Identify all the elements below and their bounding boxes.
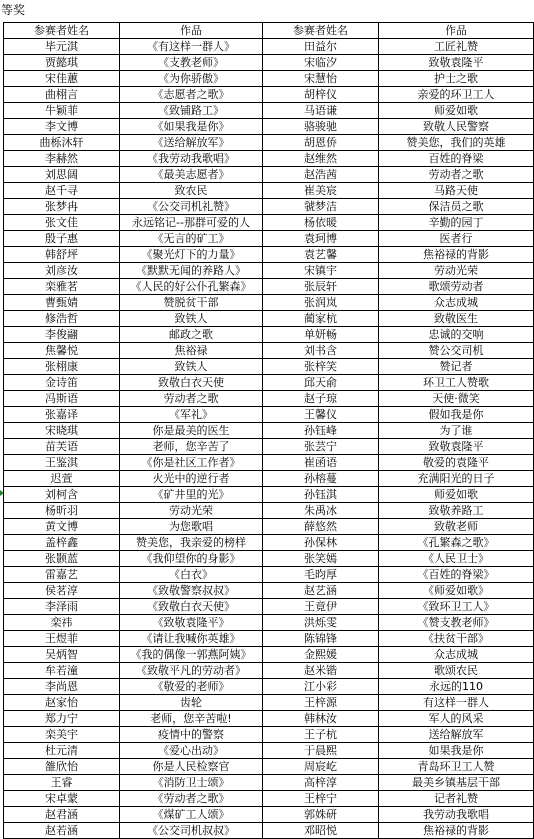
work-title-cell[interactable]: 致农民 <box>120 183 263 199</box>
table-row <box>4 647 534 663</box>
work-title-cell[interactable]: 焦裕禄的背影 <box>379 823 534 839</box>
participant-name-cell[interactable]: 冯斯语 <box>4 391 120 407</box>
table-row <box>4 599 534 615</box>
participant-name-cell[interactable]: 韩林汝 <box>263 711 379 727</box>
participant-name-cell[interactable]: 张梓笑 <box>263 359 379 375</box>
work-title-cell[interactable]: 《支教老师》 <box>120 55 263 71</box>
table-row <box>4 71 534 87</box>
participant-name-cell[interactable]: 虢梦洁 <box>263 199 379 215</box>
work-title-cell[interactable]: 劳动者之歌 <box>379 167 534 183</box>
participant-name-cell[interactable]: 李俊翮 <box>4 327 120 343</box>
work-title-cell[interactable]: 你是人民检察官 <box>120 759 263 775</box>
participant-name-cell[interactable]: 袁艺馨 <box>263 247 379 263</box>
participant-name-cell[interactable]: 宋佳蕙 <box>4 71 120 87</box>
participant-name-cell[interactable]: 袁珂博 <box>263 231 379 247</box>
participant-name-cell[interactable]: 李尚恩 <box>4 679 120 695</box>
work-title-cell[interactable]: 为您歌唱 <box>120 519 263 535</box>
header-row <box>4 23 534 39</box>
participant-name-cell[interactable]: 赵千寻 <box>4 183 120 199</box>
participant-name-cell[interactable]: 单妍畅 <box>263 327 379 343</box>
participant-name-cell[interactable]: 崔美宸 <box>263 183 379 199</box>
table-row <box>4 535 534 551</box>
work-title-cell[interactable]: 《送给解放军》 <box>120 135 263 151</box>
work-title-cell[interactable]: 齿轮 <box>120 695 263 711</box>
work-title-cell[interactable]: 辛勤的园丁 <box>379 215 534 231</box>
participant-name-cell[interactable]: 于晨熙 <box>263 743 379 759</box>
participant-name-cell[interactable]: 李文博 <box>4 119 120 135</box>
participant-name-cell[interactable]: 王竟伊 <box>263 599 379 615</box>
work-title-cell[interactable]: 环卫工人赞歌 <box>379 375 534 391</box>
work-title-cell[interactable]: 《军礼》 <box>120 407 263 423</box>
participant-name-cell[interactable]: 张栩康 <box>4 359 120 375</box>
table-row <box>4 87 534 103</box>
participant-name-cell[interactable]: 刘彦汝 <box>4 263 120 279</box>
participant-name-cell[interactable]: 赵家怡 <box>4 695 120 711</box>
work-title-cell[interactable]: 《最美志愿者》 <box>120 167 263 183</box>
participant-name-cell[interactable]: 曲栎沐轩 <box>4 135 120 151</box>
participant-name-cell[interactable]: 迟萱 <box>4 471 120 487</box>
work-title-cell[interactable]: 保洁员之歌 <box>379 199 534 215</box>
work-title-cell[interactable]: 《致敬警察叔叔》 <box>120 583 263 599</box>
work-title-cell[interactable]: 致敬医生 <box>379 311 534 327</box>
work-title-cell[interactable]: 天使·微笑 <box>379 391 534 407</box>
work-title-cell[interactable]: 《白衣》 <box>120 567 263 583</box>
work-title-cell[interactable]: 记者礼赞 <box>379 791 534 807</box>
table-row <box>4 631 534 647</box>
table-row <box>4 423 534 439</box>
work-title-cell[interactable]: 《为你骄傲》 <box>120 71 263 87</box>
participant-name-cell[interactable]: 牛颖菲 <box>4 103 120 119</box>
table-row <box>4 311 534 327</box>
work-title-cell[interactable]: 《请让我喊你英雄》 <box>120 631 263 647</box>
work-title-cell[interactable]: 赞脱贫干部 <box>120 295 263 311</box>
participant-name-cell[interactable]: 苗芙语 <box>4 439 120 455</box>
work-title-cell[interactable]: 歌颂劳动者 <box>379 279 534 295</box>
work-title-cell[interactable]: 致敬老师 <box>379 519 534 535</box>
participant-name-cell[interactable]: 宋临汐 <box>263 55 379 71</box>
work-title-cell[interactable]: 致敬养路工 <box>379 503 534 519</box>
work-title-cell[interactable]: 歌颂农民 <box>379 663 534 679</box>
table-row <box>4 135 534 151</box>
work-title-cell[interactable]: 《百姓的脊梁》 <box>379 567 534 583</box>
table-row <box>4 615 534 631</box>
participant-name-cell[interactable]: 张笑嫣 <box>263 551 379 567</box>
participant-name-cell[interactable]: 王子杭 <box>263 727 379 743</box>
participant-name-cell[interactable]: 刘柯含 <box>4 487 120 503</box>
table-row <box>4 775 534 791</box>
table-row <box>4 279 534 295</box>
table-row <box>4 471 534 487</box>
award-list-table <box>3 22 534 839</box>
participant-name-cell[interactable]: 孙榕蔓 <box>263 471 379 487</box>
work-title-cell[interactable]: 劳动者之歌 <box>120 391 263 407</box>
participant-name-cell[interactable]: 孙保林 <box>263 535 379 551</box>
work-title-cell[interactable]: 致敬袁隆平 <box>379 439 534 455</box>
participant-name-cell[interactable]: 孙钰峰 <box>263 423 379 439</box>
participant-name-cell[interactable]: 杨依暖 <box>263 215 379 231</box>
work-title-cell[interactable]: 赞美您，我亲爱的榜样 <box>120 535 263 551</box>
work-title-cell[interactable]: 《致敬平凡的劳动者》 <box>120 663 263 679</box>
participant-name-cell[interactable]: 张颢蓝 <box>4 551 120 567</box>
work-title-cell[interactable]: 《我劳动我歌唱》 <box>120 151 263 167</box>
participant-name-cell[interactable]: 毕元淇 <box>4 39 120 55</box>
work-title-cell[interactable]: 《有这样一群人》 <box>120 39 263 55</box>
participant-name-cell[interactable]: 洪烁雯 <box>263 615 379 631</box>
work-title-cell[interactable]: 《孔繁森之歌》 <box>379 535 534 551</box>
work-title-cell[interactable]: 青岛环卫工人赞 <box>379 759 534 775</box>
table-row <box>4 119 534 135</box>
work-title-cell[interactable]: 《敬爱的老师》 <box>120 679 263 695</box>
work-title-cell[interactable]: 最美乡镇基层干部 <box>379 775 534 791</box>
participant-name-cell[interactable]: 胡梓仪 <box>263 87 379 103</box>
participant-name-cell[interactable]: 田益尔 <box>263 39 379 55</box>
participant-name-cell[interactable]: 金熙媛 <box>263 647 379 663</box>
work-title-cell[interactable]: 《无言的矿工》 <box>120 231 263 247</box>
work-title-cell[interactable]: 《致敬袁隆平》 <box>120 615 263 631</box>
participant-name-cell[interactable]: 刘书含 <box>263 343 379 359</box>
table-row <box>4 711 534 727</box>
work-title-cell[interactable]: 百姓的脊梁 <box>379 151 534 167</box>
work-title-cell[interactable]: 致敬袁隆平 <box>379 55 534 71</box>
participant-name-cell[interactable]: 栾雅茗 <box>4 279 120 295</box>
work-title-cell[interactable]: 老师，您辛苦了 <box>120 439 263 455</box>
table-row <box>4 183 534 199</box>
work-title-cell[interactable]: 《默默无闻的养路人》 <box>120 263 263 279</box>
work-title-cell[interactable]: 疫情中的警察 <box>120 727 263 743</box>
table-row <box>4 567 534 583</box>
participant-name-cell[interactable]: 宋卓蒙 <box>4 791 120 807</box>
participant-name-cell[interactable]: 王梓源 <box>263 695 379 711</box>
table-row <box>4 359 534 375</box>
participant-name-cell[interactable]: 刘思阔 <box>4 167 120 183</box>
table-row <box>4 455 534 471</box>
participant-name-cell[interactable]: 张润岚 <box>263 295 379 311</box>
table-row <box>4 663 534 679</box>
work-title-cell[interactable]: 《我的偶像一郭燕阿姨》 <box>120 647 263 663</box>
work-title-cell[interactable]: 师爱如歌 <box>379 103 534 119</box>
participant-name-cell[interactable]: 薛悠然 <box>263 519 379 535</box>
work-title-cell[interactable]: 忠诚的交响 <box>379 327 534 343</box>
table-row <box>4 791 534 807</box>
work-title-cell[interactable]: 《爱心出动》 <box>120 743 263 759</box>
participant-name-cell[interactable]: 高梓淳 <box>263 775 379 791</box>
participant-name-cell[interactable]: 赵米锴 <box>263 663 379 679</box>
table-row <box>4 215 534 231</box>
participant-name-cell[interactable]: 曹甄婧 <box>4 295 120 311</box>
participant-name-cell[interactable]: 郭姝研 <box>263 807 379 823</box>
work-title-cell[interactable]: 《你是社区工作者》 <box>120 455 263 471</box>
table-row <box>4 679 534 695</box>
work-title-cell[interactable]: 有这样一群人 <box>379 695 534 711</box>
participant-name-cell[interactable]: 王馨仪 <box>263 407 379 423</box>
participant-name-cell[interactable]: 王鉴淇 <box>4 455 120 471</box>
participant-name-cell[interactable]: 黄文博 <box>4 519 120 535</box>
participant-name-cell[interactable]: 宋镇宇 <box>263 263 379 279</box>
work-title-cell[interactable]: 《聚光灯下的力量》 <box>120 247 263 263</box>
table-row <box>4 375 534 391</box>
table-row <box>4 231 534 247</box>
table-row <box>4 343 534 359</box>
table-row <box>4 695 534 711</box>
participant-name-cell[interactable]: 金诗笛 <box>4 375 120 391</box>
participant-name-cell[interactable]: 骆骏驰 <box>263 119 379 135</box>
work-title-cell[interactable]: 众志成城 <box>379 647 534 663</box>
participant-name-cell[interactable]: 韩舒坪 <box>4 247 120 263</box>
participant-name-cell[interactable]: 曲栩言 <box>4 87 120 103</box>
participant-name-cell[interactable]: 雒欣怡 <box>4 759 120 775</box>
work-title-cell[interactable]: 师爱如歌 <box>379 487 534 503</box>
work-title-cell[interactable]: 赞美您，我们的英雄 <box>379 135 534 151</box>
participant-name-cell[interactable]: 赵子琼 <box>263 391 379 407</box>
participant-name-cell[interactable]: 雷嘉艺 <box>4 567 120 583</box>
participant-name-cell[interactable]: 孙钰淇 <box>263 487 379 503</box>
work-title-cell[interactable]: 军人的风采 <box>379 711 534 727</box>
work-title-cell[interactable]: 医者行 <box>379 231 534 247</box>
participant-name-cell[interactable]: 牟若潼 <box>4 663 120 679</box>
participant-name-cell[interactable]: 殷子惠 <box>4 231 120 247</box>
participant-name-cell[interactable]: 胡恩侨 <box>263 135 379 151</box>
participant-name-cell[interactable]: 崔函语 <box>263 455 379 471</box>
work-title-cell[interactable]: 工匠礼赞 <box>379 39 534 55</box>
work-title-cell[interactable]: 邮政之歌 <box>120 327 263 343</box>
participant-name-cell[interactable]: 赵维然 <box>263 151 379 167</box>
participant-name-cell[interactable]: 修浩哲 <box>4 311 120 327</box>
work-title-cell[interactable]: 《致铺路工》 <box>120 103 263 119</box>
work-title-cell[interactable]: 劳动光荣 <box>379 263 534 279</box>
participant-name-cell[interactable]: 张芸宁 <box>263 439 379 455</box>
header-work-2[interactable]: 作品 <box>379 23 534 39</box>
participant-name-cell[interactable]: 陈锦锋 <box>263 631 379 647</box>
work-title-cell[interactable]: 亲爱的环卫工人 <box>379 87 534 103</box>
participant-name-cell[interactable]: 赵若涵 <box>4 823 120 839</box>
table-row <box>4 199 534 215</box>
work-title-cell[interactable]: 《人民卫士》 <box>379 551 534 567</box>
table-row <box>4 583 534 599</box>
participant-name-cell[interactable]: 周宸屹 <box>263 759 379 775</box>
work-title-cell[interactable]: 护士之歌 <box>379 71 534 87</box>
work-title-cell[interactable]: 老师，您辛苦啦! <box>120 711 263 727</box>
participant-name-cell[interactable]: 张嘉译 <box>4 407 120 423</box>
work-title-cell[interactable]: 你是最美的医生 <box>120 423 263 439</box>
participant-name-cell[interactable]: 毛昀厚 <box>263 567 379 583</box>
table-row <box>4 167 534 183</box>
work-title-cell[interactable]: 致敬人民警察 <box>379 119 534 135</box>
table-row <box>4 263 534 279</box>
participant-name-cell[interactable]: 栾祎 <box>4 615 120 631</box>
table-row <box>4 327 534 343</box>
participant-name-cell[interactable]: 赵浩茜 <box>263 167 379 183</box>
work-title-cell[interactable]: 马路天使 <box>379 183 534 199</box>
table-row <box>4 39 534 55</box>
participant-name-cell[interactable]: 郑力宁 <box>4 711 120 727</box>
work-title-cell[interactable]: 《致敬白衣天使》 <box>120 599 263 615</box>
work-title-cell[interactable]: 火光中的逆行者 <box>120 471 263 487</box>
participant-name-cell[interactable]: 赵君涵 <box>4 807 120 823</box>
table-row <box>4 407 534 423</box>
table-row <box>4 551 534 567</box>
work-title-cell[interactable]: 焦裕禄 <box>120 343 263 359</box>
work-title-cell[interactable]: 《我仰望你的身影》 <box>120 551 263 567</box>
participant-name-cell[interactable]: 蔺家杭 <box>263 311 379 327</box>
work-title-cell[interactable]: 《公交司机礼赞》 <box>120 199 263 215</box>
work-title-cell[interactable]: 《致环卫工人》 <box>379 599 534 615</box>
participant-name-cell[interactable]: 焦馨悦 <box>4 343 120 359</box>
work-title-cell[interactable]: 如果我是你 <box>379 743 534 759</box>
work-title-cell[interactable]: 《矿井里的光》 <box>120 487 263 503</box>
table-row <box>4 391 534 407</box>
work-title-cell[interactable]: 送给解放军 <box>379 727 534 743</box>
work-title-cell[interactable]: 《赞支教老师》 <box>379 615 534 631</box>
work-title-cell[interactable]: 致敬白衣天使 <box>120 375 263 391</box>
table-body <box>4 39 534 839</box>
work-title-cell[interactable]: 我劳动我歌唱 <box>379 807 534 823</box>
table-row <box>4 295 534 311</box>
participant-name-cell[interactable]: 王梓宁 <box>263 791 379 807</box>
work-title-cell[interactable]: 劳动光荣 <box>120 503 263 519</box>
work-title-cell[interactable]: 赞记者 <box>379 359 534 375</box>
participant-name-cell[interactable]: 王煜菲 <box>4 631 120 647</box>
participant-name-cell[interactable]: 马语谦 <box>263 103 379 119</box>
participant-name-cell[interactable]: 宋晓琪 <box>4 423 120 439</box>
header-participant-name-2[interactable]: 参赛者姓名 <box>263 23 379 39</box>
table-row <box>4 759 534 775</box>
participant-name-cell[interactable]: 吴炳智 <box>4 647 120 663</box>
participant-name-cell[interactable]: 栾美宇 <box>4 727 120 743</box>
participant-name-cell[interactable]: 张文佳 <box>4 215 120 231</box>
participant-name-cell[interactable]: 杜元清 <box>4 743 120 759</box>
participant-name-cell[interactable]: 杨昕羽 <box>4 503 120 519</box>
header-participant-name-1[interactable]: 参赛者姓名 <box>4 23 120 39</box>
work-title-cell[interactable]: 焦裕禄的背影 <box>379 247 534 263</box>
work-title-cell[interactable]: 《师爱如歌》 <box>379 583 534 599</box>
participant-name-cell[interactable]: 邓昭悦 <box>263 823 379 839</box>
participant-name-cell[interactable]: 邱天俞 <box>263 375 379 391</box>
table-row <box>4 807 534 823</box>
work-title-cell[interactable]: 《公交司机叔叔》 <box>120 823 263 839</box>
participant-name-cell[interactable]: 侯茗淳 <box>4 583 120 599</box>
work-title-cell[interactable]: 永远的110 <box>379 679 534 695</box>
work-title-cell[interactable]: 《扶贫干部》 <box>379 631 534 647</box>
table-row <box>4 439 534 455</box>
header-work-1[interactable]: 作品 <box>120 23 263 39</box>
work-title-cell[interactable]: 《煤矿工人颂》 <box>120 807 263 823</box>
participant-name-cell[interactable]: 宋慧怡 <box>263 71 379 87</box>
work-title-cell[interactable]: 永远铭记--那群可爱的人 <box>120 215 263 231</box>
work-title-cell[interactable]: 《如果我是你》 <box>120 119 263 135</box>
sheet-caption: 等奖 <box>1 3 26 17</box>
work-title-cell[interactable]: 为了谁 <box>379 423 534 439</box>
participant-name-cell[interactable]: 朱禹冰 <box>263 503 379 519</box>
work-title-cell[interactable]: 假如我是你 <box>379 407 534 423</box>
table-row <box>4 727 534 743</box>
work-title-cell[interactable]: 敬爱的袁隆平 <box>379 455 534 471</box>
table-row <box>4 55 534 71</box>
table-row <box>4 519 534 535</box>
work-title-cell[interactable]: 赞公交司机 <box>379 343 534 359</box>
participant-name-cell[interactable]: 赵艺涵 <box>263 583 379 599</box>
work-title-cell[interactable]: 致铁人 <box>120 311 263 327</box>
work-title-cell[interactable]: 充满阳光的日子 <box>379 471 534 487</box>
table-row <box>4 247 534 263</box>
work-title-cell[interactable]: 《人民的好公仆孔繁森》 <box>120 279 263 295</box>
table-row <box>4 151 534 167</box>
participant-name-cell[interactable]: 张梦冉 <box>4 199 120 215</box>
table-row <box>4 743 534 759</box>
participant-name-cell[interactable]: 盖梓鑫 <box>4 535 120 551</box>
table-row <box>4 103 534 119</box>
work-title-cell[interactable]: 《消防卫士颂》 <box>120 775 263 791</box>
table-row <box>4 503 534 519</box>
work-title-cell[interactable]: 致铁人 <box>120 359 263 375</box>
work-title-cell[interactable]: 《劳动者之歌》 <box>120 791 263 807</box>
participant-name-cell[interactable]: 江小彩 <box>263 679 379 695</box>
table-row <box>4 823 534 839</box>
participant-name-cell[interactable]: 贾懿琪 <box>4 55 120 71</box>
participant-name-cell[interactable]: 李泽雨 <box>4 599 120 615</box>
participant-name-cell[interactable]: 王睿 <box>4 775 120 791</box>
participant-name-cell[interactable]: 李赫然 <box>4 151 120 167</box>
work-title-cell[interactable]: 《志愿者之歌》 <box>120 87 263 103</box>
table-row <box>4 487 534 503</box>
participant-name-cell[interactable]: 张辰轩 <box>263 279 379 295</box>
work-title-cell[interactable]: 众志成城 <box>379 295 534 311</box>
